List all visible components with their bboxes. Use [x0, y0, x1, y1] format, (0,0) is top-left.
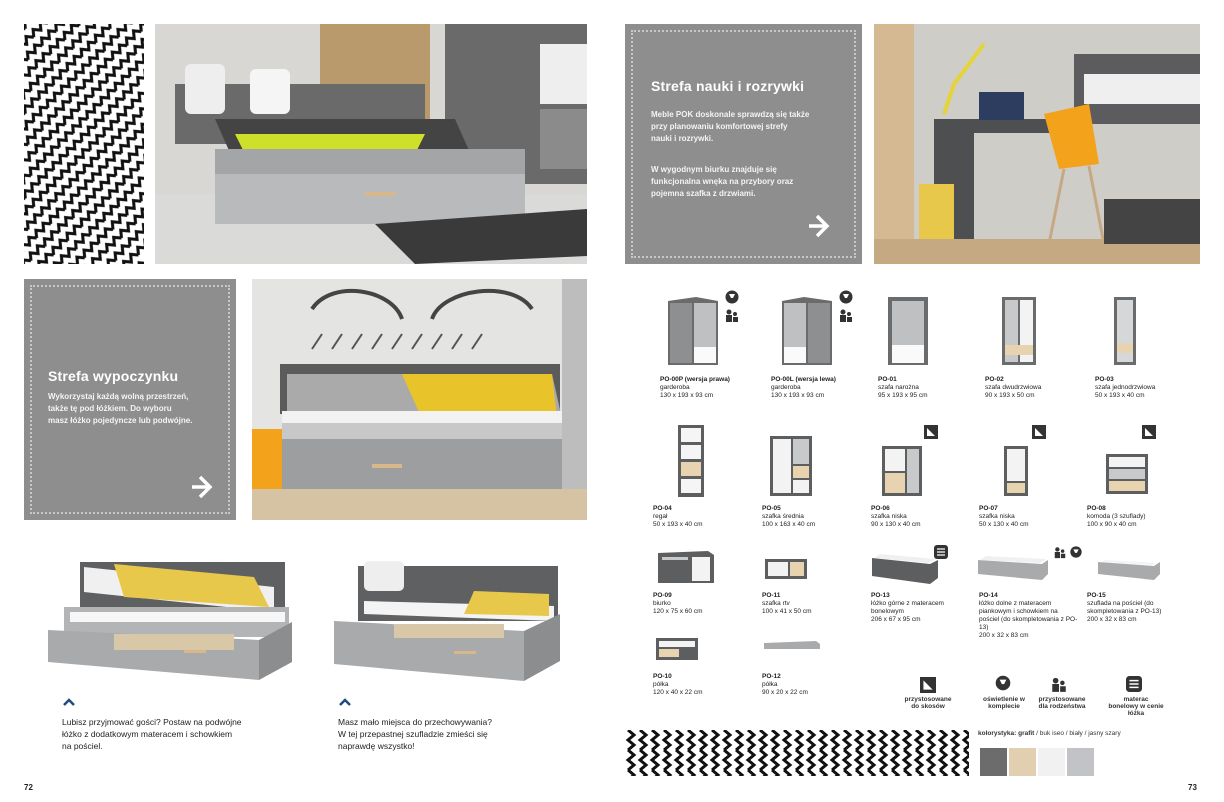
photo-desk-with-chair [874, 24, 1200, 264]
product-po-10: PO-10 półka 120 x 40 x 22 cm [653, 673, 703, 696]
study-zone-text-2: W wygodnym biurku znajduje się funkcjonalna wnęka na przybory oraz pojemna szafka z drzwiami. [651, 165, 794, 198]
study-zone-box [625, 24, 862, 264]
product-po-13: PO-13 łóżko górne z materacem bonelowym 206 x 67 x 95 cm [871, 592, 944, 623]
product-po-12: PO-12 półka 90 x 20 x 22 cm [762, 673, 808, 696]
lamp-icon [724, 290, 740, 304]
image-po-15 [1096, 558, 1162, 582]
image-po-13 [870, 550, 940, 586]
page-number-right: 73 [1188, 783, 1197, 792]
siblings-icon [1050, 676, 1068, 692]
product-po-00l: PO-00L (wersja lewa) garderoba 130 x 193 x 93 cm [771, 376, 836, 399]
spring-icon [1126, 676, 1142, 692]
caption-single-bed: Masz mało miejsca do przechowywania? W tej przepastnej szufladzie zmieści się naprawdę wszystko! [338, 717, 493, 751]
arrow-right-icon[interactable] [186, 472, 216, 502]
zigzag-pattern-bottom [625, 730, 969, 776]
image-po-06 [880, 444, 924, 498]
product-po-15: PO-15 szuflada na pościel (do skompletowania z PO-13) 200 x 32 x 83 cm [1087, 592, 1162, 623]
lamp-icon [838, 290, 854, 304]
swatch-grafit [980, 748, 1007, 776]
slope-icon [920, 677, 936, 693]
color-label: kolorystyka: grafit / buk iseo / biały / jasny szary [978, 730, 1121, 737]
image-po-03 [1112, 295, 1138, 367]
product-po-07: PO-07 szafka niska 50 x 130 x 40 cm [979, 505, 1029, 528]
chevron-up-icon [338, 697, 352, 707]
swatch-bialy [1038, 748, 1065, 776]
image-po-04 [676, 423, 706, 499]
siblings-icon [1053, 545, 1067, 559]
product-po-09: PO-09 biurko 120 x 75 x 60 cm [653, 592, 703, 615]
caption-double-bed: Lubisz przyjmować gości? Postaw na podwójne łóżko z dodatkowym materacem i schowkiem na pościel. [62, 717, 242, 751]
page-number-left: 72 [24, 783, 33, 792]
product-po-05: PO-05 szafka średnia 100 x 163 x 40 cm [762, 505, 816, 528]
rest-zone-text: Wykorzystaj każdą wolną przestrzeń, także tę pod łóżkiem. Do wyboru masz łóżko pojedyncze lub podwójne. [48, 392, 193, 425]
legend-lamp: oświetlenie w komplecie [983, 696, 1025, 710]
product-po-14: PO-14 łóżko dolne z materacem piankowym i schowkiem na pościel (do skompletowania z PO-13) 200 x 32 x 83 cm [979, 592, 1078, 639]
image-po-00p [666, 295, 720, 367]
image-po-08 [1104, 452, 1150, 496]
image-po-10 [654, 636, 700, 662]
study-zone-title: Strefa nauki i rozrywki [651, 78, 805, 94]
product-po-04: PO-04 regał 50 x 193 x 40 cm [653, 505, 703, 528]
image-po-12 [762, 639, 822, 651]
product-po-00p: PO-00P (wersja prawa) garderoba 130 x 193 x 93 cm [660, 376, 730, 399]
image-po-05 [768, 434, 814, 498]
image-po-14 [976, 556, 1050, 582]
slope-icon [1142, 425, 1156, 439]
image-po-02 [1000, 295, 1038, 367]
chevron-up-icon [62, 697, 76, 707]
siblings-icon [838, 308, 854, 322]
legend-slope: przystosowane do skosów [904, 696, 952, 710]
lamp-icon [994, 674, 1012, 692]
rest-zone-box [24, 279, 236, 520]
image-double-bed-with-drawer [44, 552, 292, 690]
lamp-icon [1069, 545, 1083, 559]
image-po-00l [780, 295, 834, 367]
zigzag-pattern-top-left [24, 24, 144, 264]
legend-siblings: przystosowane dla rodzeństwa [1038, 696, 1086, 710]
arrow-right-icon[interactable] [803, 211, 833, 241]
image-po-11 [763, 557, 809, 581]
image-po-07 [1002, 444, 1030, 498]
photo-single-bed-drawer [252, 279, 587, 520]
slope-icon [924, 425, 938, 439]
photo-bed-with-drawer [155, 24, 587, 264]
product-po-11: PO-11 szafka rtv 100 x 41 x 50 cm [762, 592, 812, 615]
image-single-bed-with-drawer [334, 556, 560, 690]
study-zone-text-1: Meble POK doskonale sprawdzą się także przy planowaniu komfortowej strefy nauki i rozrywki. [651, 110, 810, 143]
legend-spring: materac bonelowy w cenie łóżka [1108, 696, 1164, 717]
swatch-jasny-szary [1067, 748, 1094, 776]
image-po-01 [884, 295, 932, 367]
product-po-01: PO-01 szafa narożna 95 x 193 x 95 cm [878, 376, 928, 399]
product-po-03: PO-03 szafa jednodrzwiowa 50 x 193 x 40 cm [1095, 376, 1156, 399]
swatch-buk-iseo [1009, 748, 1036, 776]
siblings-icon [724, 308, 740, 322]
rest-zone-title: Strefa wypoczynku [48, 368, 179, 384]
image-po-09 [656, 549, 716, 585]
product-po-02: PO-02 szafa dwudrzwiowa 90 x 193 x 50 cm [985, 376, 1042, 399]
product-po-08: PO-08 komoda (3 szuflady) 100 x 90 x 40 cm [1087, 505, 1146, 528]
slope-icon [1032, 425, 1046, 439]
spring-icon [934, 545, 948, 559]
product-po-06: PO-06 szafka niska 90 x 130 x 40 cm [871, 505, 921, 528]
